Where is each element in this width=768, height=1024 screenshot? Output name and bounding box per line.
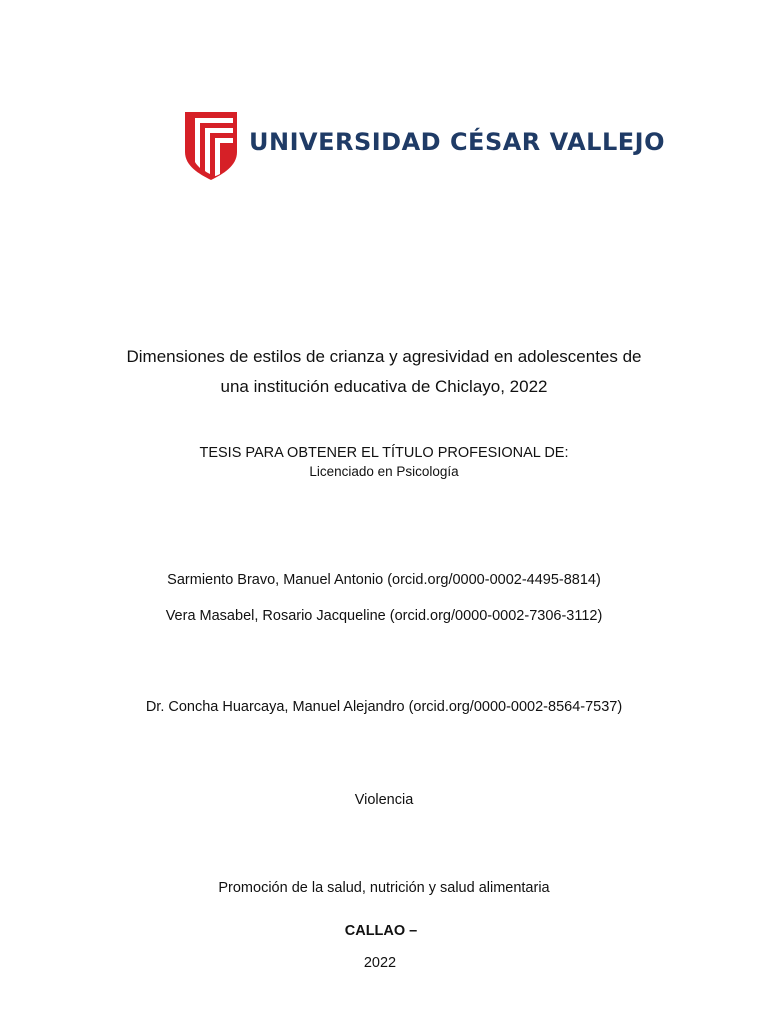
social-responsibility-line: Promoción de la salud, nutrición y salud alimentaria	[218, 880, 550, 896]
university-name: UNIVERSIDAD CÉSAR VALLEJO	[249, 128, 665, 156]
thesis-title	[0, 342, 768, 402]
city: CALLAO –	[344, 923, 418, 939]
thesis-title-line-1: Dimensiones de estilos de crianza y agresividad en adolescentes de	[126, 347, 642, 366]
thesis-title-line-2: una institución educativa de Chiclayo, 2022	[220, 377, 548, 396]
degree-name: Licenciado en Psicología	[309, 464, 459, 479]
research-line: Violencia	[354, 792, 414, 808]
university-logo	[183, 106, 665, 186]
university-shield-icon	[183, 108, 239, 182]
author-2: Vera Masabel, Rosario Jacqueline (orcid.org/0000-0002-7306-3112)	[165, 608, 603, 624]
author-1: Sarmiento Bravo, Manuel Antonio (orcid.org/0000-0002-4495-8814)	[167, 572, 601, 588]
adviser: Dr. Concha Huarcaya, Manuel Alejandro (orcid.org/0000-0002-8564-7537)	[145, 699, 623, 715]
degree-heading: TESIS PARA OBTENER EL TÍTULO PROFESIONAL DE:	[199, 445, 569, 461]
year: 2022	[363, 955, 397, 971]
